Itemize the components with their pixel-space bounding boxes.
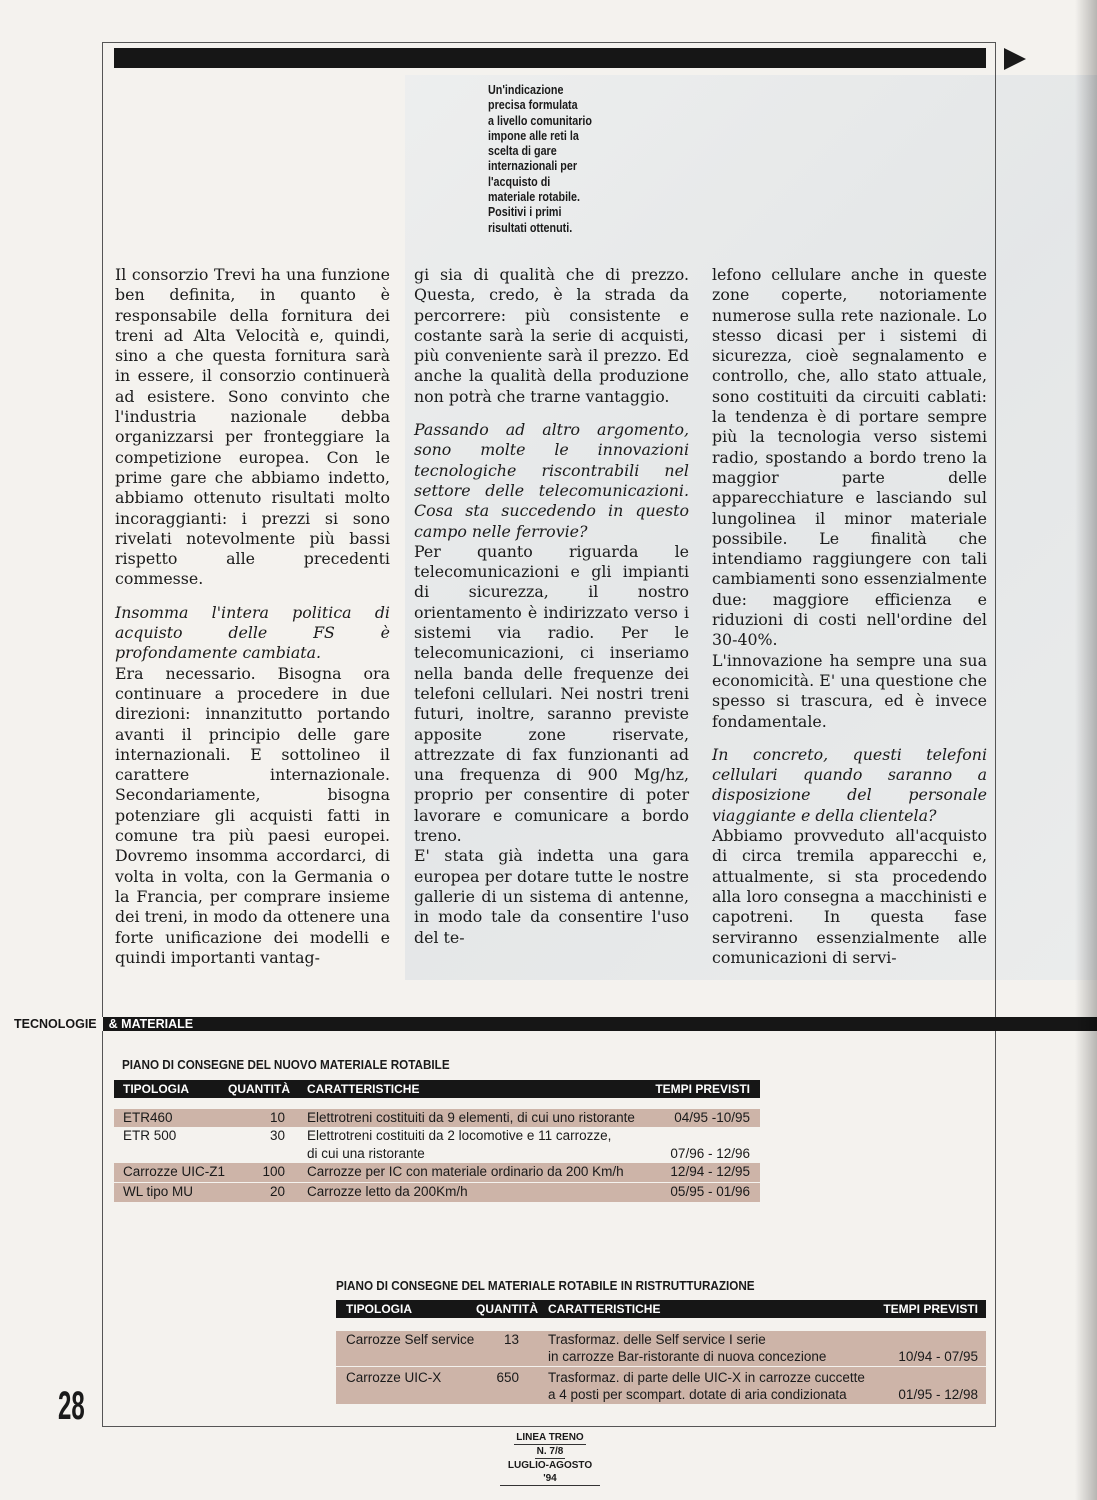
footer-line: LINEA TRENO — [516, 1432, 584, 1443]
table-header — [114, 1080, 760, 1098]
cell-car-2: di cui una ristorante — [307, 1146, 425, 1161]
column-1 — [115, 265, 390, 968]
table-row — [336, 1366, 986, 1404]
cell-tempi: 10/94 - 07/95 — [898, 1349, 978, 1364]
paragraph: Il consorzio Trevi ha una funzione ben definita, in quanto è responsabile della fornitura dei treni ad Alta Velocità e, quindi, sino a che questa fornitura sarà in essere, il consorzio continuerà ad esistere. Sono convinto che l'industria nazionale debba organizzarsi per fronteggiare la competizione europea. Con le prime gare che abbiamo indetto, abbiamo ottenuto risultati molto incoraggianti: i prezzi si sono rivelati notevolmente più bassi rispetto alle precedenti commesse. — [115, 265, 390, 589]
header-cell: TIPOLOGIA — [123, 1082, 189, 1096]
cell-tipo: Carrozze UIC-Z1 — [123, 1164, 226, 1179]
cell-tipo: Carrozze UIC-X — [346, 1370, 442, 1385]
header-cell: CARATTERISTICHE — [548, 1302, 661, 1316]
table2-title: PIANO DI CONSEGNE DEL MATERIALE ROTABILE IN RISTRUTTURAZIONE — [336, 1278, 755, 1293]
table-row — [114, 1127, 760, 1163]
question: In concreto, questi telefoni cellulari quando saranno a disposizione del personale viaggiante e della clientela? — [712, 744, 987, 825]
cell-tempi: 12/94 - 12/95 — [670, 1164, 750, 1179]
cell-car: Elettrotreni costituiti da 9 elementi, di cui uno ristorante — [307, 1110, 635, 1125]
cell-tempi: 01/95 - 12/98 — [898, 1387, 978, 1402]
cell-tipo: Carrozze Self service — [346, 1332, 475, 1347]
footer-line: N. 7/8 — [536, 1446, 564, 1457]
cell-qta: 10 — [269, 1110, 285, 1125]
header-cell: QUANTITÀ — [476, 1302, 538, 1316]
cell-car: Trasformaz. delle Self service I serie — [548, 1332, 766, 1347]
table-row — [336, 1331, 986, 1366]
cell-car: Elettrotreni costituiti da 2 locomotive e 11 carrozze, — [307, 1128, 612, 1143]
paragraph: L'innovazione ha sempre una sua economicità. E' una questione che spesso si trascura, ed è invece fondamentale. — [712, 650, 987, 731]
column-3 — [712, 265, 987, 968]
cell-qta: 650 — [496, 1370, 519, 1385]
cell-car-2: a 4 posti per scompart. dotate di aria condizionata — [548, 1387, 847, 1402]
section-label-b: & MATERIALE — [108, 1017, 194, 1031]
page-number: 28 — [58, 1384, 85, 1428]
cell-qta: 20 — [269, 1184, 285, 1199]
intro-blurb: Un'indicazione precisa formulata a livello comunitario impone alle reti la scelta di gare internazionali per l'acquisto di materiale rotabile. Positivi i primi risultati ottenuti. — [488, 83, 592, 235]
paragraph: Per quanto riguarda le telecomunicazioni e gli impianti di sicurezza, il nostro orientamento è indirizzato verso i sistemi via radio. Per le telecomunicazioni, ci inseriamo nella banda delle frequenze dei telefoni cellulari. Nei nostri treni futuri, inoltre, saranno previste apposite zone riservate, attrezzate di fax funzionanti ad una frequenza di 900 Mg/hz, proprio per consentire di poter lavorare e comunicare a bordo treno. — [414, 541, 689, 846]
footer — [500, 1431, 600, 1486]
table-row — [114, 1109, 760, 1127]
cell-car: Trasformaz. di parte delle UIC-X in carrozze cuccette — [548, 1370, 865, 1385]
paragraph: Abbiamo provveduto all'acquisto di circa tremila apparecchi e, attualmente, si sta procedendo alla loro consegna a macchinisti e capotreni. In questa fase serviranno essenzialmente alle comunicazioni di servi- — [712, 826, 987, 967]
paragraph: E' stata già indetta una gara europea per dotare tutte le nostre gallerie di un sistema di antenne, in modo tale da consentire l'uso del te- — [414, 846, 689, 947]
section-label-a: TECNOLOGIE — [0, 1017, 105, 1031]
table-row — [114, 1163, 760, 1182]
table1-title: PIANO DI CONSEGNE DEL NUOVO MATERIALE ROTABILE — [122, 1057, 450, 1072]
header-cell: TIPOLOGIA — [346, 1302, 412, 1316]
top-bar — [114, 48, 986, 68]
header-cell: CARATTERISTICHE — [307, 1082, 420, 1096]
cell-tempi: 04/95 -10/95 — [674, 1110, 750, 1125]
cell-tempi: 07/96 - 12/96 — [670, 1146, 750, 1161]
table2 — [336, 1300, 986, 1404]
table-row — [114, 1182, 760, 1202]
column-2 — [414, 265, 689, 948]
table1 — [114, 1080, 760, 1202]
cell-tipo: ETR 500 — [123, 1128, 177, 1143]
section-label — [0, 1017, 193, 1031]
arrow-right-icon — [1004, 48, 1026, 70]
table-header — [336, 1300, 986, 1318]
cell-car: Carrozze per IC con materiale ordinario da 200 Km/h — [307, 1164, 624, 1179]
cell-car: Carrozze letto da 200Km/h — [307, 1184, 468, 1199]
paragraph: gi sia di qualità che di prezzo. Questa, credo, è la strada da percorrere: più consistente e costante sarà la serie di acquisti, più conveniente sarà il prezzo. Ed anche la qualità della produzione non potrà che trarne vantaggio. — [414, 265, 689, 406]
cell-car-2: in carrozze Bar-ristorante di nuova concezione — [548, 1349, 827, 1364]
binding-shadow — [1075, 0, 1097, 1500]
header-cell: QUANTITÀ — [228, 1082, 290, 1096]
question: Passando ad altro argomento, sono molte le innovazioni tecnologiche riscontrabili nel settore delle telecomunicazioni. Cosa sta succedendo in questo campo nelle ferrovie? — [414, 420, 689, 541]
cell-qta: 100 — [262, 1164, 285, 1179]
cell-qta: 13 — [503, 1332, 519, 1347]
footer-line: LUGLIO-AGOSTO '94 — [500, 1459, 600, 1486]
paragraph: lefono cellulare anche in queste zone coperte, notoriamente numerose sulla rete nazionale. Lo stesso dicasi per i sistemi di sicurezza, cioè segnalamento e controllo, che, allo stato attuale, sono costituiti da circuiti cablati: la tendenza è di portare sempre più la tecnologia verso sistemi radio, spostando a bordo treno la maggior parte delle apparecchiature e lasciando sul lungolinea il minor materiale possibile. Le finalità che intendiamo raggiungere con tali cambiamenti sono essenzialmente due: maggiore efficienza e riduzioni di costi nell'ordine del 30-40%. — [712, 265, 987, 650]
cell-tipo: WL tipo MU — [123, 1184, 194, 1199]
paragraph: Era necessario. Bisogna ora continuare a procedere in due direzioni: innanzitutto portando avanti il principio delle gare internazionali. E sottolineo il carattere internazionale. Secondariamente, bisogna potenziare gli acquisti fatti in comune tra più paesi europei. Dovremo insomma accordarci, di volta in volta, con la Germania o la Francia, per comprare insieme dei treni, in modo da ottenere una forte unificazione dei modelli e quindi importanti vantag- — [115, 663, 390, 967]
header-cell: TEMPI PREVISTI — [883, 1302, 978, 1316]
question: Insomma l'intera politica di acquisto delle FS è profondamente cambiata. — [115, 602, 390, 663]
header-cell: TEMPI PREVISTI — [655, 1082, 750, 1096]
cell-tipo: ETR460 — [123, 1110, 173, 1125]
cell-tempi: 05/95 - 01/96 — [670, 1184, 750, 1199]
cell-qta: 30 — [269, 1128, 285, 1143]
